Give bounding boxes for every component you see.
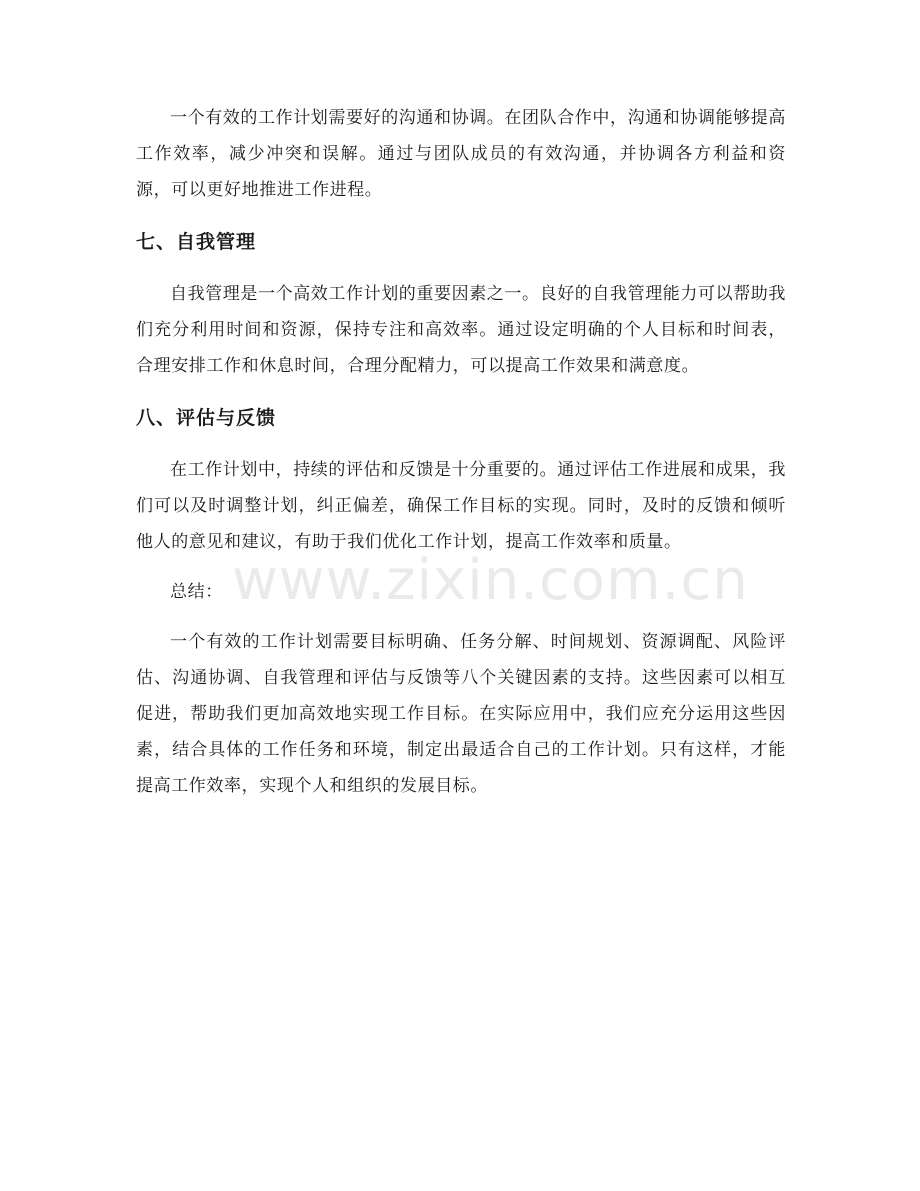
summary-label: 总结： bbox=[170, 582, 223, 602]
paragraph-summary: 一个有效的工作计划需要目标明确、任务分解、时间规划、资源调配、风险评估、沟通协调、自我管理和评估与反馈等八个关键因素的支持。这些因素可以相互促进，帮助我们更加高效地实现工作目标。在实际应用中，我们应充分运用这些因素，结合具体的工作任务和环境，制定出最适合自己的工作计划。只有这样，才能提高工作效率，实现个人和组织的发展目标。 bbox=[136, 632, 786, 796]
paragraph-communication: 一个有效的工作计划需要好的沟通和协调。在团队合作中，沟通和协调能够提高工作效率，减少冲突和误解。通过与团队成员的有效沟通，并协调各方利益和资源，可以更好地推进工作进程。 bbox=[136, 108, 786, 200]
document-body bbox=[136, 100, 786, 804]
paragraph-evaluation-feedback: 在工作计划中，持续的评估和反馈是十分重要的。通过评估工作进展和成果，我们可以及时调整计划，纠正偏差，确保工作目标的实现。同时，及时的反馈和倾听他人的意见和建议，有助于我们优化工作计划，提高工作效率和质量。 bbox=[136, 460, 786, 552]
section-heading-self-management: 七、自我管理 bbox=[136, 231, 257, 253]
section-heading-evaluation-feedback: 八、评估与反馈 bbox=[136, 407, 277, 429]
watermark-text: www.zixin.com.cn bbox=[232, 548, 749, 613]
paragraph-self-management: 自我管理是一个高效工作计划的重要因素之一。良好的自我管理能力可以帮助我们充分利用时间和资源，保持专注和高效率。通过设定明确的个人目标和时间表，合理安排工作和休息时间，合理分配精力，可以提高工作效果和满意度。 bbox=[136, 284, 786, 376]
